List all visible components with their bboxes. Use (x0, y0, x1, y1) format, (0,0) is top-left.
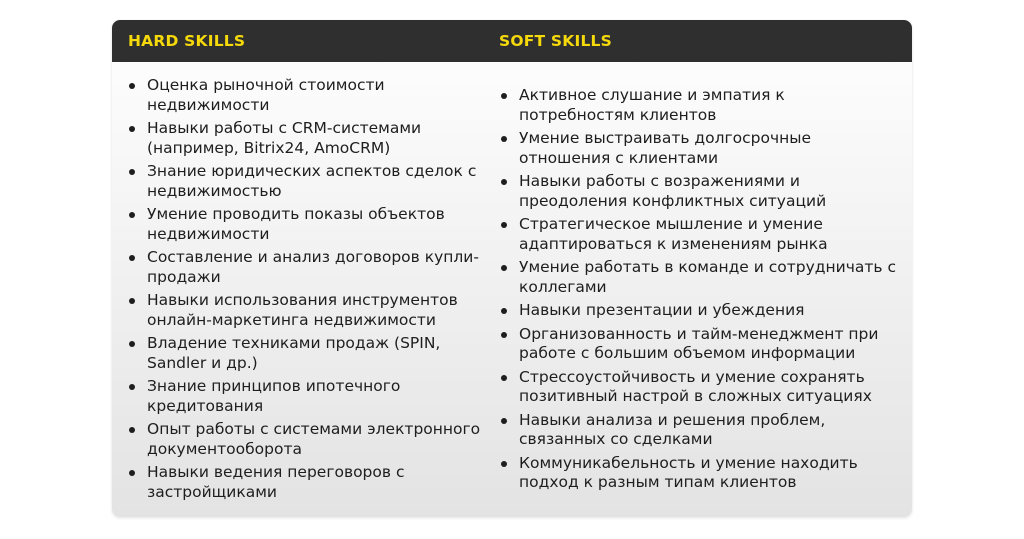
bullet-icon (129, 169, 135, 175)
hard-skill-text: Составление и анализ договоров купли-продажи (147, 248, 479, 286)
bullet-icon (501, 308, 507, 314)
bullet-icon (129, 470, 135, 476)
bullet-icon (501, 136, 507, 142)
hard-skill-text: Умение проводить показы объектов недвижимости (147, 205, 445, 243)
list-item (126, 119, 486, 158)
soft-skill-text: Навыки работы с возражениями и преодоления конфликтных ситуаций (519, 172, 827, 210)
list-item (498, 368, 898, 407)
hard-skill-text: Знание юридических аспектов сделок с недвижимостью (147, 162, 477, 200)
bullet-icon (501, 418, 507, 424)
soft-skill-text: Активное слушание и эмпатия к потребностям клиентов (519, 86, 785, 124)
list-item (126, 162, 486, 201)
soft-skills-title: SOFT SKILLS (499, 32, 612, 50)
list-item (126, 291, 486, 330)
list-item (126, 463, 486, 502)
list-item (498, 258, 898, 297)
soft-skill-text: Стратегическое мышление и умение адаптироваться к изменениям рынка (519, 215, 828, 253)
list-item (126, 420, 486, 459)
soft-skill-text: Навыки анализа и решения проблем, связанных со сделками (519, 410, 826, 448)
hard-skill-text: Владение техниками продаж (SPIN, Sandler и др.) (147, 334, 441, 372)
bullet-icon (501, 461, 507, 467)
soft-skill-text: Стрессоустойчивость и умение сохранять позитивный настрой в сложных ситуациях (519, 367, 872, 405)
hard-skill-text: Навыки работы с CRM-системами (например, Bitrix24, AmoCRM) (147, 119, 422, 157)
soft-skills-list (498, 86, 898, 497)
list-item (126, 248, 486, 287)
list-item (126, 334, 486, 373)
soft-skill-text: Навыки презентации и убеждения (519, 301, 805, 319)
bullet-icon (501, 375, 507, 381)
bullet-icon (129, 298, 135, 304)
list-item (498, 325, 898, 364)
bullet-icon (501, 265, 507, 271)
hard-skill-text: Навыки использования инструментов онлайн-маркетинга недвижимости (147, 291, 458, 329)
skills-table (112, 20, 912, 517)
soft-skill-text: Коммуникабельность и умение находить подход к разным типам клиентов (519, 453, 858, 491)
list-item (498, 172, 898, 211)
bullet-icon (129, 83, 135, 89)
list-item (498, 411, 898, 450)
bullet-icon (129, 126, 135, 132)
list-item (498, 215, 898, 254)
soft-skill-text: Организованность и тайм-менеджмент при работе с большим объемом информации (519, 324, 879, 362)
bullet-icon (501, 179, 507, 185)
soft-skill-text: Умение работать в команде и сотрудничать с коллегами (519, 258, 896, 296)
bullet-icon (501, 93, 507, 99)
hard-skill-text: Знание принципов ипотечного кредитования (147, 377, 401, 415)
soft-skill-text: Умение выстраивать долгосрочные отношения с клиентами (519, 129, 812, 167)
hard-skill-text: Навыки ведения переговоров с застройщиками (147, 463, 405, 501)
bullet-icon (129, 212, 135, 218)
bullet-icon (129, 427, 135, 433)
bullet-icon (129, 255, 135, 261)
list-item (498, 454, 898, 493)
hard-skills-title: HARD SKILLS (128, 32, 246, 50)
bullet-icon (501, 222, 507, 228)
list-item (498, 129, 898, 168)
table-header (112, 20, 912, 62)
list-item (498, 86, 898, 125)
hard-skills-list (126, 76, 486, 506)
hard-skill-text: Оценка рыночной стоимости недвижимости (147, 76, 385, 114)
list-item (126, 377, 486, 416)
list-item (498, 301, 898, 321)
list-item (126, 76, 486, 115)
bullet-icon (129, 341, 135, 347)
hard-skill-text: Опыт работы с системами электронного документооборота (147, 420, 481, 458)
bullet-icon (129, 384, 135, 390)
bullet-icon (501, 332, 507, 338)
list-item (126, 205, 486, 244)
